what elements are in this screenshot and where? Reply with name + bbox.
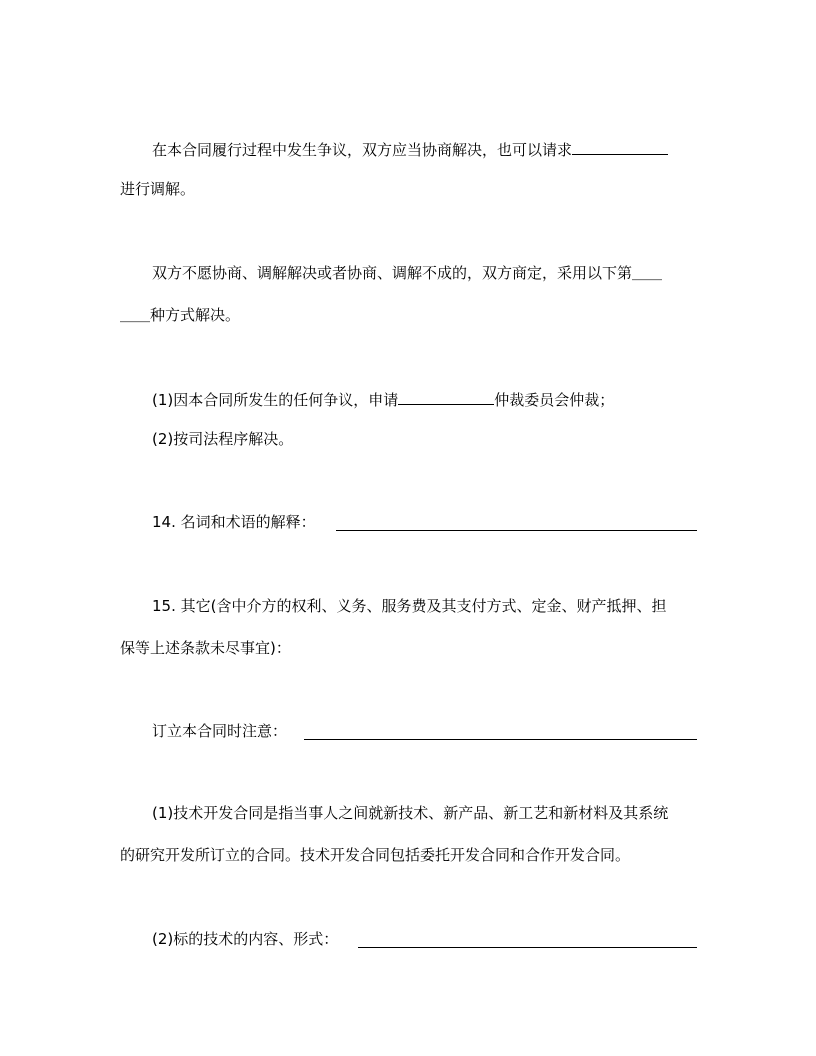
arbitration-option-prefix: (1)因本合同所发生的任何争议，申请 <box>152 391 399 409</box>
other-matters-line-1 <box>152 595 666 617</box>
mediator-blank[interactable] <box>572 136 668 155</box>
other-matters-text: 15. 其它(含中介方的权利、义务、服务费及其支付方式、定金、财产抵押、担 <box>152 597 667 615</box>
dispute-mediation-text-cont: 进行调解。 <box>120 180 196 198</box>
contract-notice-line <box>152 720 287 742</box>
terms-definition-line <box>152 511 316 533</box>
dispute-mediation-line-2 <box>120 178 195 200</box>
dispute-mediation-line-1 <box>152 136 668 158</box>
resolution-method-line-2 <box>120 304 240 326</box>
arbitration-committee-blank[interactable] <box>398 386 494 405</box>
tech-dev-definition-text-cont: 的研究开发所订立的合同。技术开发合同包括委托开发合同和合作开发合同。 <box>120 846 631 864</box>
method-number-blank-b[interactable]: ＿＿ <box>120 306 151 324</box>
tech-content-form-line <box>152 928 338 950</box>
other-matters-line-2 <box>120 637 291 659</box>
judicial-option-text: (2)按司法程序解决。 <box>152 430 294 448</box>
tech-dev-definition-line-2 <box>120 844 630 866</box>
other-matters-text-cont: 保等上述条款未尽事宜)： <box>120 639 291 657</box>
dispute-mediation-text: 在本合同履行过程中发生争议，双方应当协商解决，也可以请求 <box>152 141 573 159</box>
contract-notice-label: 订立本合同时注意： <box>152 722 288 740</box>
arbitration-option-suffix: 仲裁委员会仲裁； <box>494 391 615 409</box>
terms-definition-label: 14. 名词和术语的解释： <box>152 513 316 531</box>
resolution-method-text: 双方不愿协商、调解解决或者协商、调解不成的，双方商定，采用以下第 <box>152 264 633 282</box>
tech-dev-definition-text: (1)技术开发合同是指当事人之间就新技术、新产品、新工艺和新材料及其系统 <box>152 804 669 822</box>
tech-content-form-label: (2)标的技术的内容、形式： <box>152 930 339 948</box>
contract-notice-blank[interactable] <box>304 721 697 740</box>
arbitration-option-line <box>152 386 614 408</box>
resolution-method-text-cont: 种方式解决。 <box>150 306 241 324</box>
judicial-option-line <box>152 428 293 450</box>
method-number-blank-a[interactable]: ＿＿ <box>632 264 663 282</box>
tech-dev-definition-line-1 <box>152 802 668 824</box>
terms-definition-blank[interactable] <box>336 512 697 531</box>
resolution-method-line-1 <box>152 262 662 284</box>
tech-content-form-blank[interactable] <box>358 929 697 948</box>
